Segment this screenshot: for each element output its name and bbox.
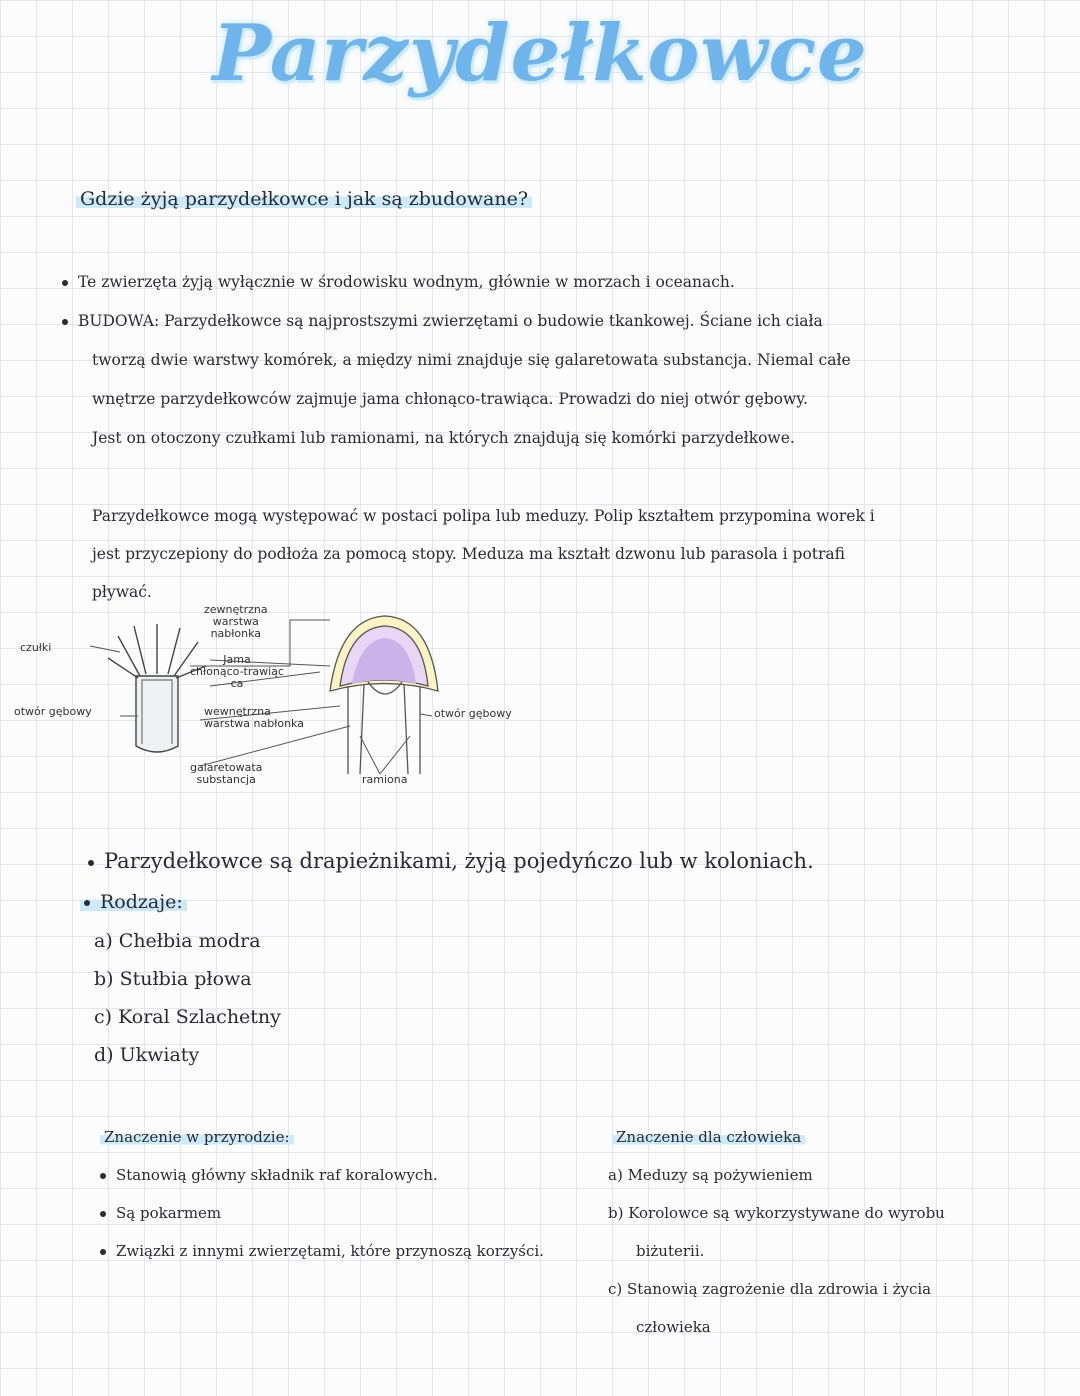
diagram-drawing	[0, 596, 560, 796]
bullet-dot	[84, 900, 90, 906]
list-item: biżuterii.	[636, 1242, 705, 1260]
bullet-predators	[88, 842, 814, 880]
bullet-dot	[62, 280, 68, 286]
rodzaje-list	[94, 922, 281, 1074]
list-item: a) Meduzy są pożywieniem	[608, 1166, 813, 1184]
medusa-illustration	[330, 616, 438, 774]
list-item: Są pokarmem	[100, 1194, 620, 1232]
nature-significance-heading: Znaczenie w przyrodzie:	[100, 1118, 294, 1156]
list-item: Stanowią główny składnik raf koralowych.	[100, 1156, 620, 1194]
list-item: b) Stułbia płowa	[94, 968, 252, 990]
list-item: c) Stanowią zagrożenie dla zdrowia i życia	[608, 1280, 932, 1298]
budowa-line: wnętrze parzydełkowców zajmuje jama chłonąco-trawiąca. Prowadzi do niej otwór gębowy.	[92, 390, 808, 408]
bullet-dot	[88, 860, 94, 866]
anatomy-diagram	[0, 596, 560, 796]
list-item: c) Koral Szlachetny	[94, 1006, 281, 1028]
budowa-paragraph	[62, 302, 1052, 458]
label-jama: Jama chłonąco-trawiąc ca	[190, 653, 284, 690]
list-item: b) Korolowce są wykorzystywane do wyrobu	[608, 1204, 945, 1222]
budowa-line: Jest on otoczony czułkami lub ramionami, na których znajdują się komórki parzydełkowe.	[92, 429, 795, 447]
section-heading-text: Gdzie żyją parzydełkowce i jak są zbudowane?	[76, 188, 532, 210]
human-significance-list	[608, 1156, 1048, 1346]
list-item: d) Ukwiaty	[94, 1044, 200, 1066]
rodzaje-label: Rodzaje:	[80, 883, 187, 921]
bullet-habitat	[62, 263, 1042, 302]
list-item: człowieka	[636, 1318, 711, 1336]
bullet-predators-text: Parzydełkowce są drapieżnikami, żyją pojedyńczo lub w koloniach.	[104, 849, 814, 873]
forms-paragraph	[92, 497, 1052, 611]
forms-line: jest przyczepiony do podłoża za pomocą stopy. Meduza ma kształt dzwonu lub parasola i potrafi	[92, 545, 846, 563]
budowa-line: tworzą dwie warstwy komórek, a między nimi znajduje się galaretowata substancja. Niemal całe	[92, 351, 851, 369]
label-zewnetrzna-warstwa: zewnętrzna warstwa nabłonka	[204, 603, 268, 640]
label-czulki: czułki	[20, 641, 52, 654]
section-heading	[76, 188, 532, 210]
budowa-line: BUDOWA: Parzydełkowce są najprostszymi zwierzętami o budowie tkankowej. Ściane ich ciała	[62, 302, 1052, 341]
label-otwor-gebowy-left: otwór gębowy	[14, 705, 92, 718]
bullet-habitat-text: Te zwierzęta żyją wyłącznie w środowisku wodnym, głównie w morzach i oceanach.	[78, 273, 735, 291]
label-otwor-gebowy-right: otwór gębowy	[434, 707, 512, 720]
label-galaretowata: galaretowata substancja	[190, 761, 263, 786]
list-item: a) Chełbia modra	[94, 930, 261, 952]
human-significance-heading: Znaczenie dla człowieka	[612, 1118, 805, 1156]
label-ramiona: ramiona	[362, 773, 408, 786]
forms-line: Parzydełkowce mogą występować w postaci polipa lub meduzy. Polip kształtem przypomina worek i	[92, 507, 875, 525]
page-title: Parzydełkowce	[212, 8, 868, 99]
nature-significance-list	[100, 1156, 620, 1270]
forms-line: pływać.	[92, 583, 152, 601]
label-wewnetrzna-warstwa: wewnętrzna warstwa nabłonka	[204, 705, 304, 730]
list-item: Związki z innymi zwierzętami, które przynoszą korzyści.	[100, 1232, 620, 1270]
bullet-dot	[62, 319, 68, 325]
